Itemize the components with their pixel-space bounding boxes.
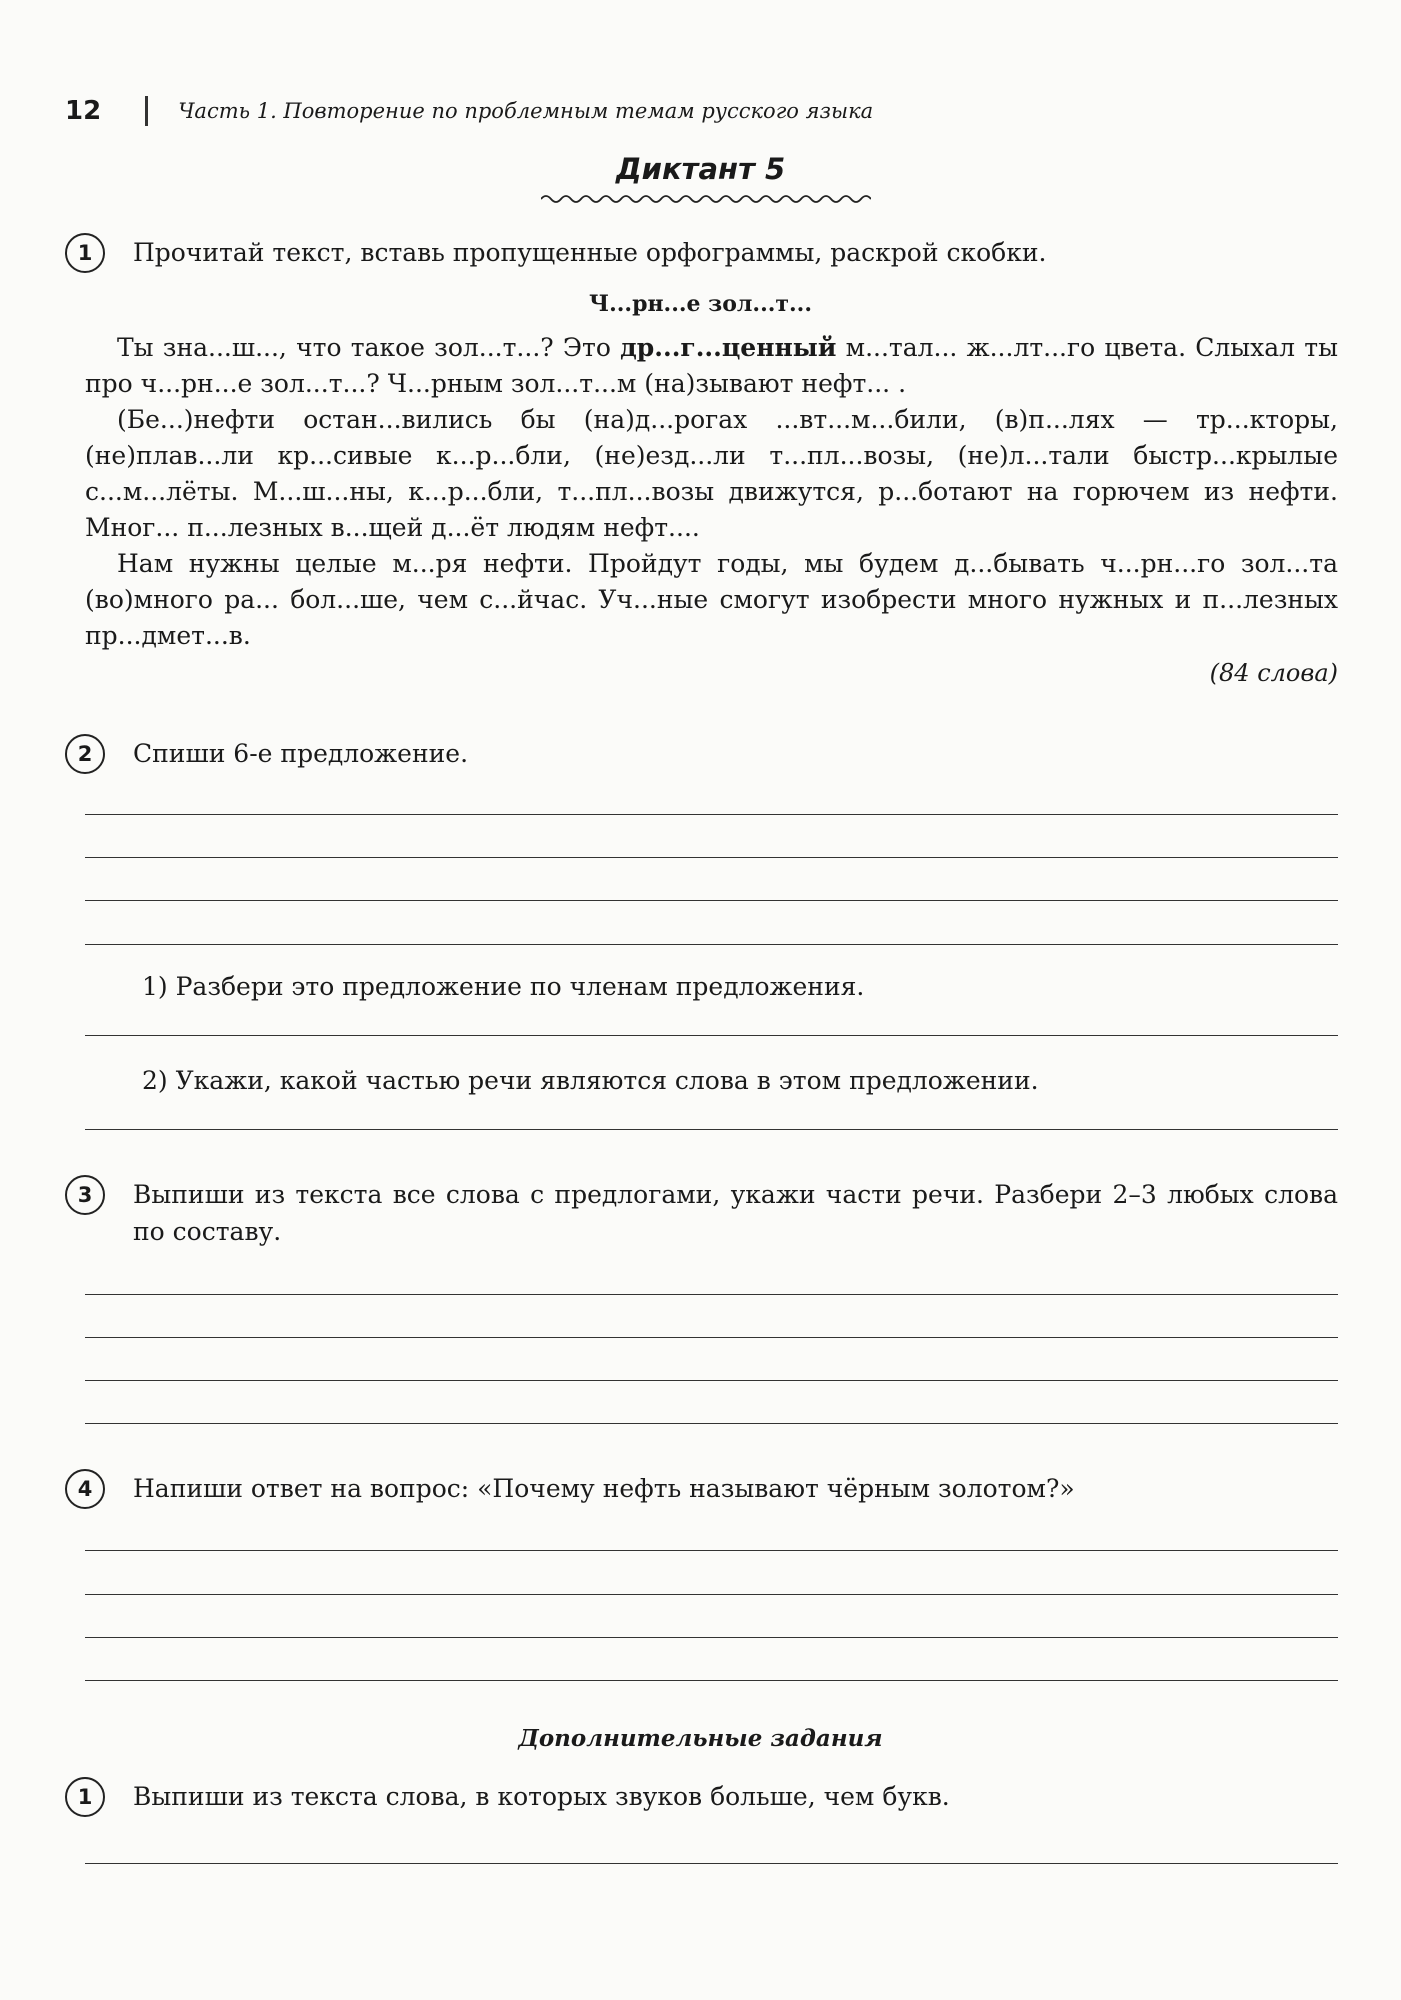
task-number-badge: 1	[65, 1777, 105, 1817]
answer-line[interactable]	[85, 1129, 1338, 1130]
task-number-badge: 1	[65, 233, 105, 273]
running-header	[65, 96, 873, 126]
task-number-badge: 4	[65, 1469, 105, 1509]
answer-line[interactable]	[85, 1337, 1338, 1338]
paragraph-2: (Бе...)нефти остан...вились бы (на)д...рогах ...вт...м...били, (в)п...лях — тр...кторы, (не)плав...ли кр...сивые к...р...бли, (не)езд...ли т...пл...возы, (не)л...тали быстр...крылые с...м...лёты. М...ш...ны, к...р...бли, т...пл...возы движутся, р...ботают на горючем из нефти. Мног... п...лезных в...щей д...ёт людям нефт....	[85, 405, 1338, 542]
answer-line[interactable]	[85, 1680, 1338, 1681]
wavy-underline	[541, 192, 871, 206]
answer-line[interactable]	[85, 814, 1338, 815]
answer-line[interactable]	[85, 1294, 1338, 1295]
header-divider	[145, 96, 148, 126]
bold-word: др...г...ценный	[620, 333, 837, 362]
task-2	[65, 734, 468, 774]
answer-line[interactable]	[85, 1594, 1338, 1595]
page-number: 12	[65, 96, 102, 126]
word-count: (84 слова)	[1209, 659, 1338, 687]
task-1	[65, 233, 1046, 273]
task-number-badge: 3	[65, 1175, 105, 1215]
answer-line[interactable]	[85, 1550, 1338, 1551]
extra-tasks-title: Дополнительные задания	[518, 1725, 883, 1752]
answer-line[interactable]	[85, 857, 1338, 858]
subtask-1: 1) Разбери это предложение по членам предложения.	[142, 972, 865, 1001]
answer-line[interactable]	[85, 1863, 1338, 1864]
subtask-2: 2) Укажи, какой частью речи являются слова в этом предложении.	[142, 1066, 1039, 1095]
paragraph-1	[85, 330, 1338, 402]
task-4-instruction: Напиши ответ на вопрос: «Почему нефть называют чёрным золотом?»	[133, 1474, 1075, 1503]
paragraph-1-start: Ты зна...ш..., что такое зол...т...? Это	[117, 333, 621, 362]
answer-line[interactable]	[85, 1380, 1338, 1381]
paragraph-3: Нам нужны целые м...ря нефти. Пройдут годы, мы будем д...бывать ч...рн...го зол...та (во)много ра... бол...ше, чем с...йчас. Уч...ные смогут изобрести много нужных и п...лезных пр...дмет...в.	[85, 549, 1338, 650]
task-3	[65, 1175, 1338, 1250]
running-title: Часть 1. Повторение по проблемным темам русского языка	[178, 99, 874, 123]
task-1-instruction: Прочитай текст, вставь пропущенные орфограммы, раскрой скобки.	[133, 238, 1047, 267]
answer-line[interactable]	[85, 1423, 1338, 1424]
answer-line[interactable]	[85, 1637, 1338, 1638]
paragraph-1-end: м...тал... ж...лт...го цвета. Слыхал ты про ч...рн...е зол...т...? Ч...рным зол...т...м (на)зывают нефт... .	[85, 333, 1338, 398]
answer-line[interactable]	[85, 1035, 1338, 1036]
answer-line[interactable]	[85, 900, 1338, 901]
extra-task-1-instruction: Выпиши из текста слова, в которых звуков больше, чем букв.	[133, 1782, 950, 1811]
page-title: Диктант 5	[615, 152, 786, 186]
task-2-instruction: Спиши 6-е предложение.	[133, 739, 469, 768]
task-3-instruction: Выпиши из текста все слова с предлогами, укажи части речи. Разбери 2–3 любых слова по составу.	[133, 1180, 1338, 1246]
text-title: Ч...рн...е зол...т...	[589, 291, 812, 317]
extra-task-1	[65, 1777, 950, 1817]
task-number-badge: 2	[65, 734, 105, 774]
answer-line[interactable]	[85, 944, 1338, 945]
task-4	[65, 1469, 1075, 1509]
